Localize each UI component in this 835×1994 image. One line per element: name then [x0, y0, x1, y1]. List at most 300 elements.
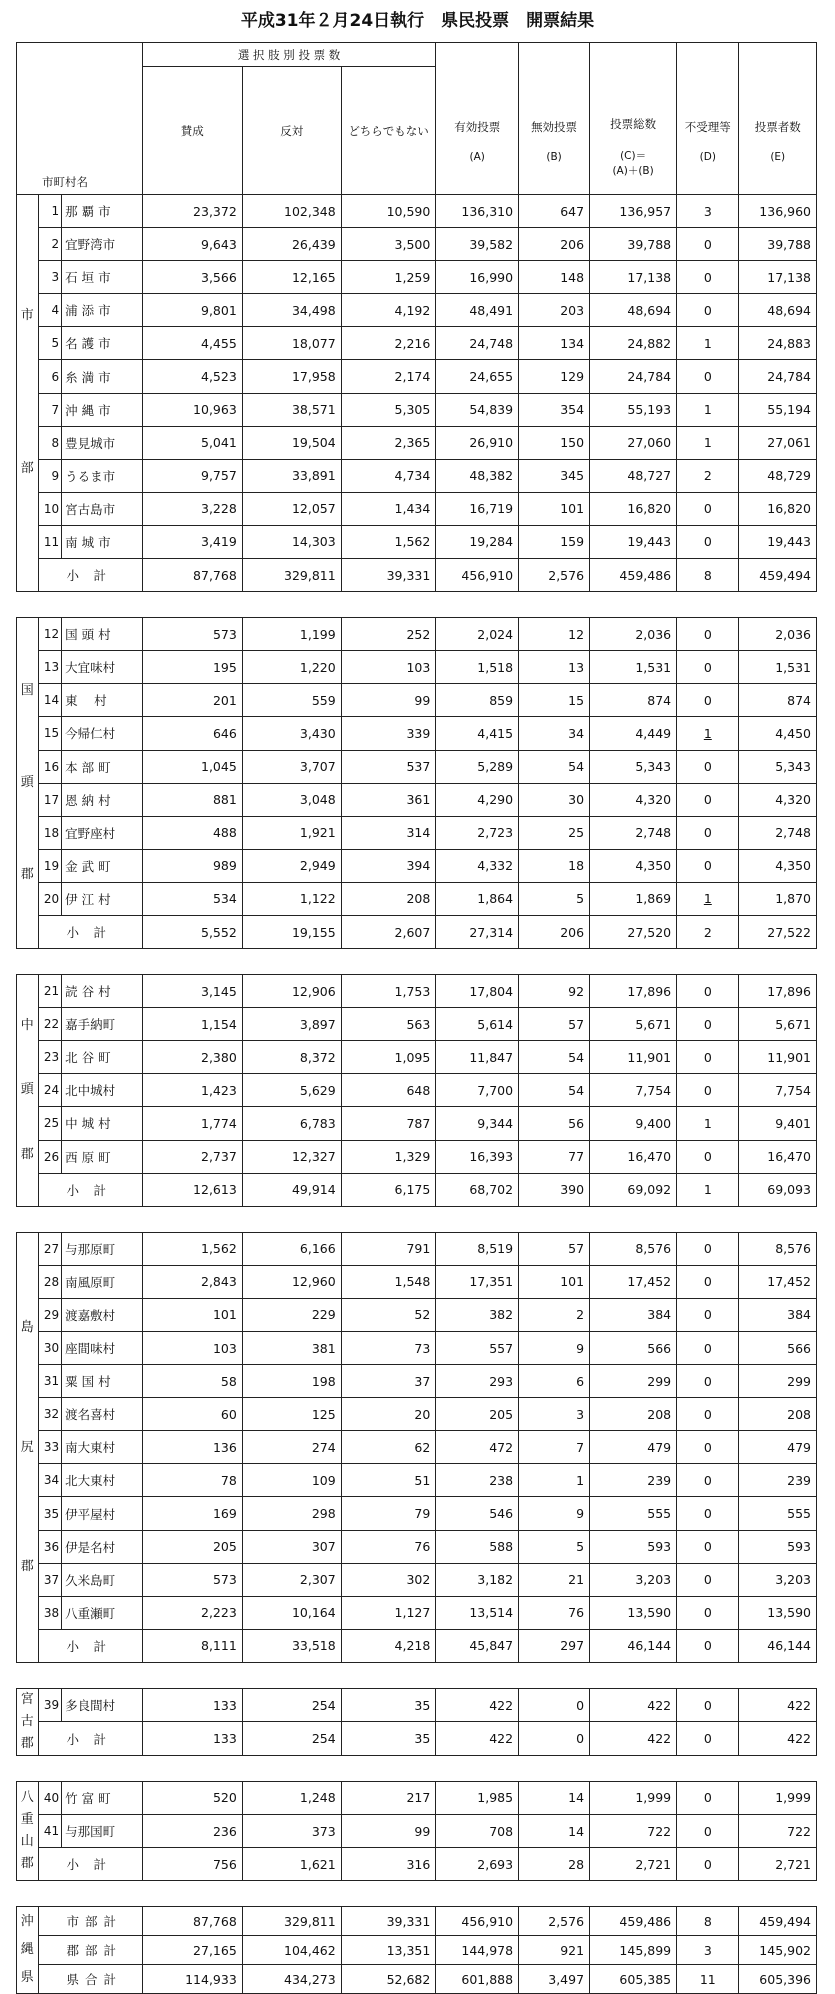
group-char: 頭 [20, 1082, 34, 1098]
municipality-name: 北大東村 [62, 1464, 143, 1497]
favor-header: 賛成 [142, 67, 242, 195]
table-row [17, 1041, 817, 1074]
value-cell: 1,621 [242, 1848, 341, 1881]
value-cell: 0 [519, 1722, 590, 1756]
value-cell: 0 [677, 1365, 739, 1398]
group-gap [17, 1206, 817, 1232]
value-cell: 254 [242, 1688, 341, 1722]
value-cell: 205 [436, 1398, 519, 1431]
value-cell: 252 [341, 618, 436, 651]
municipality-name: 座間味村 [62, 1332, 143, 1365]
value-cell: 229 [242, 1298, 341, 1331]
municipality-name: 浦 添 市 [62, 294, 143, 327]
unaccepted-header-symbol: (D) [699, 150, 716, 163]
municipality-name: 中 城 村 [62, 1107, 143, 1140]
value-cell: 0 [677, 1596, 739, 1629]
value-cell: 1 [677, 327, 739, 360]
page-title: 平成31年２月24日執行 県民投票 開票結果 [240, 11, 595, 31]
subtotal-label: 小 計 [38, 1722, 142, 1756]
value-cell: 1,999 [739, 1781, 817, 1814]
table-row [17, 228, 817, 261]
invalid-header-label: 無効投票 [531, 119, 578, 134]
value-cell: 18,077 [242, 327, 341, 360]
total-header-label: 投票総数 [610, 116, 657, 131]
value-cell: 54 [519, 750, 590, 783]
subtotal-label: 小 計 [38, 1173, 142, 1206]
row-number: 41 [38, 1815, 62, 1848]
value-cell: 456,910 [436, 559, 519, 592]
total-row [17, 1936, 817, 1965]
municipality-name: 沖 縄 市 [62, 393, 143, 426]
value-cell: 5,289 [436, 750, 519, 783]
value-cell: 593 [590, 1530, 677, 1563]
group-gap [17, 949, 817, 975]
value-cell: 39,582 [436, 228, 519, 261]
value-cell: 5,629 [242, 1074, 341, 1107]
value-cell: 136,960 [739, 195, 817, 228]
municipality-name: 嘉手納町 [62, 1008, 143, 1041]
value-cell: 1,518 [436, 651, 519, 684]
value-cell: 7,754 [739, 1074, 817, 1107]
table-row [17, 1596, 817, 1629]
group-char: 重 [20, 1812, 34, 1828]
group-char: 島 [20, 1320, 34, 1336]
value-cell: 1,999 [590, 1781, 677, 1814]
row-number: 10 [38, 492, 62, 525]
group-label [17, 1688, 39, 1755]
table-row [17, 651, 817, 684]
value-cell: 382 [436, 1298, 519, 1331]
value-cell: 5 [519, 1530, 590, 1563]
value-cell: 0 [677, 525, 739, 558]
value-cell: 7,700 [436, 1074, 519, 1107]
row-number: 32 [38, 1398, 62, 1431]
value-cell: 39,788 [590, 228, 677, 261]
value-cell: 2,307 [242, 1563, 341, 1596]
value-cell: 48,694 [590, 294, 677, 327]
table-row [17, 1232, 817, 1265]
row-number: 8 [38, 426, 62, 459]
results-table [16, 42, 817, 1994]
value-cell: 9,344 [436, 1107, 519, 1140]
value-cell: 2,723 [436, 816, 519, 849]
value-cell: 555 [590, 1497, 677, 1530]
value-cell: 4,192 [341, 294, 436, 327]
value-cell: 2,036 [590, 618, 677, 651]
value-cell: 1,864 [436, 882, 519, 915]
municipality-name: 今帰仁村 [62, 717, 143, 750]
row-number: 27 [38, 1232, 62, 1265]
value-cell: 99 [341, 1815, 436, 1848]
group-char: 郡 [20, 1559, 34, 1575]
value-cell: 17,452 [590, 1265, 677, 1298]
total-row [17, 1907, 817, 1936]
value-cell: 555 [739, 1497, 817, 1530]
value-cell: 45,847 [436, 1629, 519, 1662]
table-row [17, 1008, 817, 1041]
value-cell: 17,138 [739, 261, 817, 294]
value-cell: 198 [242, 1365, 341, 1398]
value-cell: 8 [677, 1907, 739, 1936]
row-number: 14 [38, 684, 62, 717]
value-cell: 605,396 [739, 1965, 817, 1994]
value-cell: 239 [739, 1464, 817, 1497]
value-cell: 1,127 [341, 1596, 436, 1629]
municipality-header [17, 43, 143, 195]
municipality-name: 伊是名村 [62, 1530, 143, 1563]
value-cell: 373 [242, 1815, 341, 1848]
value-cell: 479 [739, 1431, 817, 1464]
table-row [17, 1140, 817, 1173]
value-cell: 3,228 [142, 492, 242, 525]
value-cell: 54,839 [436, 393, 519, 426]
value-cell: 3,500 [341, 228, 436, 261]
value-cell: 217 [341, 1781, 436, 1814]
value-cell: 1,259 [341, 261, 436, 294]
value-cell: 238 [436, 1464, 519, 1497]
value-cell: 307 [242, 1530, 341, 1563]
table-row [17, 882, 817, 915]
municipality-name: 渡名喜村 [62, 1398, 143, 1431]
value-cell: 103 [341, 651, 436, 684]
value-cell: 19,443 [739, 525, 817, 558]
value-cell: 2,843 [142, 1265, 242, 1298]
value-cell: 361 [341, 783, 436, 816]
valid-header-label: 有効投票 [454, 119, 501, 134]
value-cell: 2 [519, 1298, 590, 1331]
value-cell: 593 [739, 1530, 817, 1563]
value-cell: 87,768 [142, 1907, 242, 1936]
total-label: 郡 部 計 [38, 1936, 142, 1965]
value-cell: 1,562 [142, 1232, 242, 1265]
value-cell: 30 [519, 783, 590, 816]
group-char: 縄 [20, 1942, 34, 1958]
row-number: 19 [38, 849, 62, 882]
total-header-symbol: (C)＝ [620, 149, 647, 162]
value-cell: 11,901 [739, 1041, 817, 1074]
total-header [590, 43, 677, 163]
value-cell: 3 [677, 195, 739, 228]
value-cell: 381 [242, 1332, 341, 1365]
row-number: 12 [38, 618, 62, 651]
value-cell: 16,820 [739, 492, 817, 525]
value-cell: 648 [341, 1074, 436, 1107]
value-cell: 208 [341, 882, 436, 915]
value-cell: 7 [519, 1431, 590, 1464]
value-cell: 17,958 [242, 360, 341, 393]
value-cell: 0 [677, 1848, 739, 1881]
value-cell: 0 [677, 849, 739, 882]
value-cell: 17,351 [436, 1265, 519, 1298]
value-cell: 10,164 [242, 1596, 341, 1629]
municipality-name: 那 覇 市 [62, 195, 143, 228]
value-cell: 2,216 [341, 327, 436, 360]
value-cell: 298 [242, 1497, 341, 1530]
value-cell: 16,470 [739, 1140, 817, 1173]
value-cell: 0 [677, 1431, 739, 1464]
value-cell: 58 [142, 1365, 242, 1398]
value-cell: 12,906 [242, 975, 341, 1008]
row-number: 28 [38, 1265, 62, 1298]
subtotal-label: 小 計 [38, 1848, 142, 1881]
value-cell: 12,327 [242, 1140, 341, 1173]
group-gap [17, 1662, 817, 1688]
subtotal-row [17, 1173, 817, 1206]
value-cell: 0 [677, 1815, 739, 1848]
group-label [17, 195, 39, 592]
value-cell: 26,910 [436, 426, 519, 459]
total-label: 市 部 計 [38, 1907, 142, 1936]
municipality-name: うるま市 [62, 459, 143, 492]
value-cell: 472 [436, 1431, 519, 1464]
value-cell: 329,811 [242, 1907, 341, 1936]
value-cell: 1,985 [436, 1781, 519, 1814]
value-cell: 2 [677, 459, 739, 492]
row-number: 25 [38, 1107, 62, 1140]
value-cell: 874 [590, 684, 677, 717]
row-number: 33 [38, 1431, 62, 1464]
municipality-name: 豊見城市 [62, 426, 143, 459]
value-cell: 55,193 [590, 393, 677, 426]
value-cell: 588 [436, 1530, 519, 1563]
value-cell: 38,571 [242, 393, 341, 426]
value-cell: 1,869 [590, 882, 677, 915]
value-cell: 3,430 [242, 717, 341, 750]
value-cell: 206 [519, 915, 590, 948]
group-char: 郡 [20, 1146, 34, 1162]
value-cell: 1,423 [142, 1074, 242, 1107]
table-row [17, 783, 817, 816]
municipality-name: 国 頭 村 [62, 618, 143, 651]
value-cell: 0 [677, 618, 739, 651]
value-cell: 159 [519, 525, 590, 558]
total-row [17, 1965, 817, 1994]
value-cell: 4,290 [436, 783, 519, 816]
table-row [17, 1563, 817, 1596]
value-cell: 46,144 [739, 1629, 817, 1662]
group-char: 郡 [20, 1735, 34, 1751]
table-row [17, 717, 817, 750]
value-cell: 708 [436, 1815, 519, 1848]
value-cell: 27,314 [436, 915, 519, 948]
group-label [17, 1907, 39, 1994]
value-cell: 9,757 [142, 459, 242, 492]
value-cell: 0 [677, 1722, 739, 1756]
value-cell: 14,303 [242, 525, 341, 558]
value-cell: 9,801 [142, 294, 242, 327]
value-cell: 4,350 [590, 849, 677, 882]
municipality-name: 与那国町 [62, 1815, 143, 1848]
group-char: 尻 [20, 1439, 34, 1455]
value-cell: 2,721 [590, 1848, 677, 1881]
value-cell: 559 [242, 684, 341, 717]
table-row [17, 750, 817, 783]
value-cell: 2,748 [739, 816, 817, 849]
value-cell: 299 [590, 1365, 677, 1398]
municipality-name: 名 護 市 [62, 327, 143, 360]
row-number: 36 [38, 1530, 62, 1563]
group-char: 中 [20, 1017, 34, 1033]
municipality-name: 本 部 町 [62, 750, 143, 783]
value-cell: 5,305 [341, 393, 436, 426]
unaccepted-header-label: 不受理等 [684, 119, 731, 134]
value-cell: 0 [677, 1781, 739, 1814]
subtotal-row [17, 1722, 817, 1756]
row-number: 22 [38, 1008, 62, 1041]
table-row [17, 1464, 817, 1497]
table-row [17, 684, 817, 717]
value-cell: 9,401 [739, 1107, 817, 1140]
value-cell: 99 [341, 684, 436, 717]
value-cell: 12 [519, 618, 590, 651]
value-cell: 4,449 [590, 717, 677, 750]
subtotal-label: 小 計 [38, 915, 142, 948]
value-cell: 573 [142, 1563, 242, 1596]
value-cell: 16,719 [436, 492, 519, 525]
value-cell: 109 [242, 1464, 341, 1497]
value-cell: 24,883 [739, 327, 817, 360]
value-cell: 546 [436, 1497, 519, 1530]
group-char: 八 [20, 1790, 34, 1806]
value-cell: 0 [677, 492, 739, 525]
value-cell: 18 [519, 849, 590, 882]
value-cell: 76 [341, 1530, 436, 1563]
value-cell: 9,643 [142, 228, 242, 261]
value-cell: 459,494 [739, 559, 817, 592]
value-cell: 722 [590, 1815, 677, 1848]
value-cell: 422 [739, 1722, 817, 1756]
value-cell: 48,694 [739, 294, 817, 327]
value-cell: 27,520 [590, 915, 677, 948]
value-cell: 125 [242, 1398, 341, 1431]
value-cell: 1,753 [341, 975, 436, 1008]
value-cell: 14 [519, 1781, 590, 1814]
value-cell: 52 [341, 1298, 436, 1331]
value-cell: 459,486 [590, 559, 677, 592]
voters-header-symbol: (E) [770, 150, 786, 163]
value-cell: 0 [677, 1008, 739, 1041]
value-cell: 0 [677, 228, 739, 261]
value-cell: 19,504 [242, 426, 341, 459]
value-cell: 8,111 [142, 1629, 242, 1662]
value-cell: 145,899 [590, 1936, 677, 1965]
value-cell: 722 [739, 1815, 817, 1848]
value-cell: 4,523 [142, 360, 242, 393]
value-cell: 136,957 [590, 195, 677, 228]
value-cell: 17,804 [436, 975, 519, 1008]
value-cell: 0 [677, 1332, 739, 1365]
invalid-header-cont [519, 163, 590, 195]
value-cell: 101 [519, 492, 590, 525]
value-cell: 20 [341, 1398, 436, 1431]
value-cell: 195 [142, 651, 242, 684]
value-cell: 73 [341, 1332, 436, 1365]
value-cell: 16,393 [436, 1140, 519, 1173]
value-cell: 19,155 [242, 915, 341, 948]
value-cell: 3,566 [142, 261, 242, 294]
table-row [17, 1431, 817, 1464]
value-cell: 339 [341, 717, 436, 750]
value-cell: 456,910 [436, 1907, 519, 1936]
value-cell: 1,870 [739, 882, 817, 915]
table-row [17, 426, 817, 459]
municipality-name: 渡嘉敷村 [62, 1298, 143, 1331]
value-cell: 0 [677, 294, 739, 327]
municipality-name: 読 谷 村 [62, 975, 143, 1008]
value-cell: 2,576 [519, 559, 590, 592]
value-cell: 422 [436, 1722, 519, 1756]
row-number: 5 [38, 327, 62, 360]
group-char: 山 [20, 1834, 34, 1850]
value-cell: 2,748 [590, 816, 677, 849]
value-cell: 62 [341, 1431, 436, 1464]
value-cell: 39,331 [341, 1907, 436, 1936]
value-cell: 10,590 [341, 195, 436, 228]
municipality-name: 糸 満 市 [62, 360, 143, 393]
value-cell: 34 [519, 717, 590, 750]
value-cell: 16,470 [590, 1140, 677, 1173]
value-cell: 3,419 [142, 525, 242, 558]
row-number: 17 [38, 783, 62, 816]
row-number: 31 [38, 1365, 62, 1398]
value-cell: 8,576 [590, 1232, 677, 1265]
spacer [17, 949, 817, 975]
value-cell: 24,882 [590, 327, 677, 360]
table-row [17, 294, 817, 327]
value-cell: 1 [677, 1173, 739, 1206]
value-cell: 3,048 [242, 783, 341, 816]
value-cell: 297 [519, 1629, 590, 1662]
value-cell: 3 [677, 1936, 739, 1965]
group-char: 市 [20, 308, 34, 324]
value-cell: 520 [142, 1781, 242, 1814]
value-cell: 1,531 [739, 651, 817, 684]
subtotal-row [17, 559, 817, 592]
value-cell: 0 [677, 783, 739, 816]
value-cell: 26,439 [242, 228, 341, 261]
value-cell: 314 [341, 816, 436, 849]
value-cell: 1,548 [341, 1265, 436, 1298]
value-cell: 35 [341, 1688, 436, 1722]
value-cell: 274 [242, 1431, 341, 1464]
voters-header [739, 43, 817, 163]
value-cell: 8 [677, 559, 739, 592]
value-cell: 12,165 [242, 261, 341, 294]
municipality-name: 八重瀬町 [62, 1596, 143, 1629]
subtotal-row [17, 915, 817, 948]
row-number: 34 [38, 1464, 62, 1497]
value-cell: 0 [677, 261, 739, 294]
group-gap [17, 1755, 817, 1781]
group-char: 郡 [20, 867, 34, 883]
value-cell: 0 [677, 1298, 739, 1331]
municipality-name: 竹 富 町 [62, 1781, 143, 1814]
value-cell: 2,721 [739, 1848, 817, 1881]
row-number: 35 [38, 1497, 62, 1530]
row-number: 40 [38, 1781, 62, 1814]
row-number: 15 [38, 717, 62, 750]
value-cell: 293 [436, 1365, 519, 1398]
value-cell: 1 [519, 1464, 590, 1497]
value-cell: 236 [142, 1815, 242, 1848]
value-cell: 0 [677, 1563, 739, 1596]
subtotal-label: 小 計 [38, 559, 142, 592]
row-number: 24 [38, 1074, 62, 1107]
value-cell: 76 [519, 1596, 590, 1629]
value-cell: 9 [519, 1497, 590, 1530]
spacer [17, 1662, 817, 1688]
value-cell: 169 [142, 1497, 242, 1530]
